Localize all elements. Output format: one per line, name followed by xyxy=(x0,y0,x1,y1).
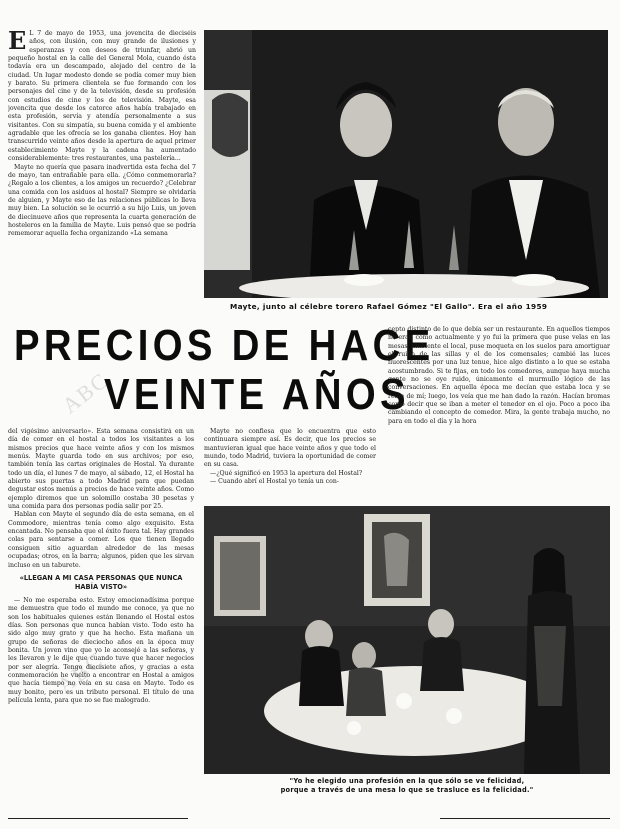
article-column-bottom-left xyxy=(8,428,194,814)
paragraph: Hablan con Mayte el segundo día de esta semana, en el Commodore, mientras tenía como algo exquisito. Esta encantada. No pensaba que el éxito fuera tal. Hay grandes colas para sentarse a comer. Los que tienen llegado consiguen sitio aguardan alrededor de las mesas ocupadas; otros, en la barra; algunos, piden que les sirvan incluso en un taburete. xyxy=(8,511,194,569)
headline-line-1: PRECIOS DE HACE xyxy=(14,321,435,370)
article-column-right xyxy=(388,326,610,498)
divider xyxy=(440,818,610,819)
article-column-top-left xyxy=(8,30,196,312)
article-column-middle xyxy=(204,428,376,498)
paragraph: — No me esperaba esto. Estoy emocionadísima porque me demuestra que todo el mundo me conoce, ya que no son los habituales quienes están llenando el Hostal estos días. Son personas que nunca habían visto. Todo esto ha sido algo muy grato y que ha hecho. Esta mañana un grupo de señoras de dieciocho años en la época muy bonita. Un joven vino que yo le aconsejé a las señoras, y les llevaron y le dije que cuando tuve que hacer negocios por ser alegría. Tengo diecisiete años, y gracias a esta conmemoración he vuelto a encontrar en Hostal a amigos que hacía tiempo no veía en su casa en Mayte. Todo es muy bonito, pero es un tributo personal. El título de una película lenta, para que no se fue malogrado. xyxy=(8,596,194,704)
paragraph: Mayte no quería que pasara inadvertida esta fecha del 7 de mayo, tan entrañable para ella. ¿Cómo conmemorarla? ¿Regalo a los clientes, a los amigos un recuerdo? ¿Celebrar una comida con los asiduos al hostal? Siempre se olvidaría de alguien, y Mayte eso de las relaciones públicas lo lleva muy bien. La solución se le ocurrió a su hijo Luis, un joven de diecinueve años que representa la cuarta generación de hosteleros en la familia de Mayte. Luis pensó que se podría rememorar aquella fecha organizando «La semana xyxy=(8,163,196,238)
divider xyxy=(8,818,188,819)
caption-line: "Yo he elegido una profesión en la que sólo se ve felicidad, xyxy=(289,777,525,785)
paragraph: — Cuando abrí el Hostal yo tenía un con- xyxy=(210,478,339,486)
watermark: ABC xyxy=(57,366,114,419)
photo-mayte-el-gallo xyxy=(204,30,608,298)
bottom-photo-caption xyxy=(204,777,610,795)
top-photo-caption: Mayte, junto al célebre torero Rafael Gómez "El Gallo". Era el año 1959 xyxy=(230,302,548,311)
photo-restaurant-dining xyxy=(204,506,610,774)
headline-line-2: VEINTE AÑOS xyxy=(104,370,410,419)
photo-illustration xyxy=(204,30,608,298)
caption-line: porque a través de una mesa lo que se trasluce es la felicidad." xyxy=(280,786,534,794)
paragraph: L 7 de mayo de 1953, una jovencita de dieciséis años, con ilusión, con muy grande de ilusiones y esperanzas y con deseos de triunfar, abrió un pequeño hostal en la calle del General Mola, cuando ésta todavía era un descampado, alejado del centro de la ciudad. Un lugar modesto donde se podía comer muy bien y barato. Su primera clientela se fue formando con los personajes del cine y de la televisión, desde su profesión con estudios de cine y los de televisión. Mayte, esa jovencita que desde los catorce años había trabajado en esta profesión, servía y atendía personalmente a sus visitantes. Con su simpatía, su buena comida y el ambiente agradable que les ofrecía se los ganaba clientes. Hoy han transcurrido veinte años desde la apertura de aquel primer establecimiento Mayte y la cadena ha aumentado considerablemente: tres restaurantes, una pastelería... xyxy=(8,30,196,163)
watermark: ABC xyxy=(52,646,109,699)
photo-illustration xyxy=(204,506,610,774)
paragraph: del vigésimo aniversario». Esta semana consistirá en un día de comer en el hostal a todos los visitantes a los mismos precios que hace veinte años y con los mismos menús. Mayte guarda todo en sus archivos; por eso, también tenía las cartas originales de Hostal. Ya durante todo un día, el lunes 7 de mayo, al sábado, 12, el Hostal ha abierto sus puertas a todo Madrid para que puedan degustar estos menús a precios de hace veinte años. Como ejemplo diremos que un solomillo costaba 30 pesetas y una comida para dos personas podía salir por 25. xyxy=(8,428,194,511)
dropcap: E xyxy=(8,30,27,55)
paragraph: —¿Qué significó en 1953 la apertura del Hostal? xyxy=(210,469,363,477)
paragraph: cepto distinto de lo que debía ser un restaurante. En aquellos tiempos no eran como actualmente y yo fui la primera que puse velas en las mesas, ambiente el local, puse moqueta en los suelos para amortiguar el ruido de las sillas y el de los comensales; cambié las luces fluorescentes por una luz tenue, hice algo distinto a lo que se estaba acostumbrado. Si te fijas, en todo los comedores, aunque haya mucha gente no se oye ruido, únicamente el murmullo lógico de las conversaciones. En aquella época me decían que estaba loca y se reían de mí; luego, los veía que me han dado la razón. Hacían bromas como decir que se iban a meter el tenedor en el ojo. Poco a poco iba cambiando el concepto de comedor. Mira, la gente trabaja mucho, no para en todo el día y la hora xyxy=(388,326,610,425)
paragraph: Mayte no confiesa que lo encuentra que esto continuara siempre así. Es decir, que los precios se mantuvieran igual que hace veinte años y que todo el mundo, todo Madrid, tuviera la oportunidad de comer en su casa. xyxy=(204,428,376,469)
subheading: «LLEGAN A MI CASA PERSONAS QUE NUNCA HABÍA VISTO» xyxy=(19,573,183,591)
